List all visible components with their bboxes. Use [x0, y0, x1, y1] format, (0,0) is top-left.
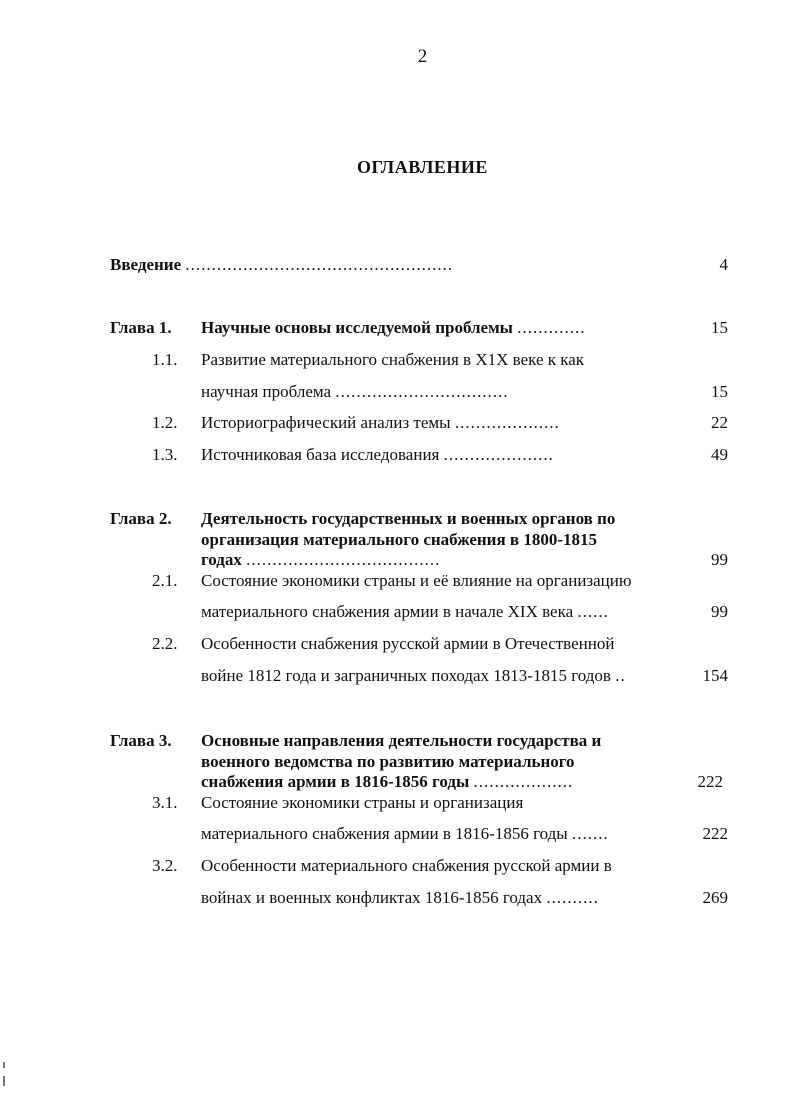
section-number: 3.1. [152, 793, 178, 812]
toc-leader-dots: .................... [454, 413, 560, 432]
scan-artifact [3, 1076, 5, 1086]
chapter-title-line[interactable]: военного ведомства по развитию материального [201, 752, 575, 771]
toc-entry-section-3-2[interactable] [201, 888, 599, 908]
section-title-line: войне 1812 года и заграничных походах 1813-1815 годов [201, 666, 611, 685]
section-title-line: научная проблема [201, 382, 332, 401]
chapter-label: Глава 2. [110, 509, 172, 528]
section-title-line: Историографический анализ темы [201, 413, 451, 432]
section-title-line[interactable]: Развитие материального снабжения в X1X веке к как [201, 350, 585, 369]
toc-leader-dots: ..................................... [246, 550, 441, 569]
toc-entry-section-2-1[interactable] [201, 602, 609, 622]
toc-page-number: 99 [711, 602, 728, 621]
section-title-line[interactable]: Особенности материального снабжения русской армии в [201, 856, 612, 875]
chapter-title-line[interactable]: Основные направления деятельности государства и [201, 731, 602, 750]
toc-leader-dots: .. [615, 666, 626, 685]
section-number: 1.2. [152, 413, 178, 432]
toc-entry-chapter-1[interactable] [201, 318, 585, 338]
toc-entry-intro[interactable] [110, 255, 453, 275]
section-number: 1.3. [152, 445, 178, 464]
toc-leader-dots: ................... [473, 772, 574, 791]
chapter-label: Глава 3. [110, 731, 172, 750]
toc-entry-chapter-3[interactable] [201, 772, 573, 792]
toc-page-number: 269 [702, 888, 728, 907]
toc-leader-dots: ............. [517, 318, 586, 337]
toc-entry-section-1-1[interactable] [201, 382, 509, 402]
chapter-title-line[interactable]: организация материального снабжения в 1800-1815 [201, 530, 598, 549]
toc-leader-dots: ...... [577, 602, 609, 621]
section-number: 1.1. [152, 350, 178, 369]
section-title-line: материального снабжения армии в 1816-1856 годы [201, 824, 568, 843]
toc-entry-chapter-2[interactable] [201, 550, 440, 570]
chapter-title-line: годах [201, 550, 242, 569]
toc-page-number: 15 [711, 318, 728, 337]
toc-leader-dots: .......... [546, 888, 599, 907]
section-title-line[interactable]: Состояние экономики страны и организация [201, 793, 524, 812]
toc-entry-section-3-1[interactable] [201, 824, 609, 844]
toc-page-number: 22 [711, 413, 728, 432]
chapter-title-line: снабжения армии в 1816-1856 годы [201, 772, 470, 791]
section-number: 3.2. [152, 856, 178, 875]
section-title-line: войнах и военных конфликтах 1816-1856 годах [201, 888, 543, 907]
toc-leader-dots: ................................................... [185, 255, 454, 274]
toc-page-intro: 4 [719, 255, 728, 274]
toc-leader-dots: ....... [571, 824, 609, 843]
section-number: 2.1. [152, 571, 178, 590]
toc-leader-dots: ................................. [335, 382, 509, 401]
toc-leader-dots: ..................... [443, 445, 554, 464]
toc-page-number: 49 [711, 445, 728, 464]
toc-entry-section-2-2[interactable] [201, 666, 626, 686]
chapter-label: Глава 1. [110, 318, 172, 337]
chapter-title-line: Научные основы исследуемой проблемы [201, 318, 513, 337]
toc-intro-label: Введение [110, 255, 182, 274]
section-title-line: материального снабжения армии в начале XIX века [201, 602, 574, 621]
page-title: ОГЛАВЛЕНИЕ [357, 157, 488, 177]
toc-page-number: 222 [697, 772, 723, 791]
toc-entry-section-1-3[interactable] [201, 445, 554, 465]
scan-artifact [3, 1062, 5, 1068]
section-title-line: Источниковая база исследования [201, 445, 440, 464]
page-number: 2 [417, 46, 428, 67]
toc-entry-section-1-2[interactable] [201, 413, 560, 433]
toc-page-number: 222 [702, 824, 728, 843]
section-title-line[interactable]: Состояние экономики страны и её влияние на организацию [201, 571, 632, 590]
toc-page-number: 154 [702, 666, 728, 685]
toc-page-number: 15 [711, 382, 728, 401]
chapter-title-line[interactable]: Деятельность государственных и военных органов по [201, 509, 616, 528]
section-number: 2.2. [152, 634, 178, 653]
section-title-line[interactable]: Особенности снабжения русской армии в Отечественной [201, 634, 615, 653]
toc-page-number: 99 [711, 550, 728, 569]
